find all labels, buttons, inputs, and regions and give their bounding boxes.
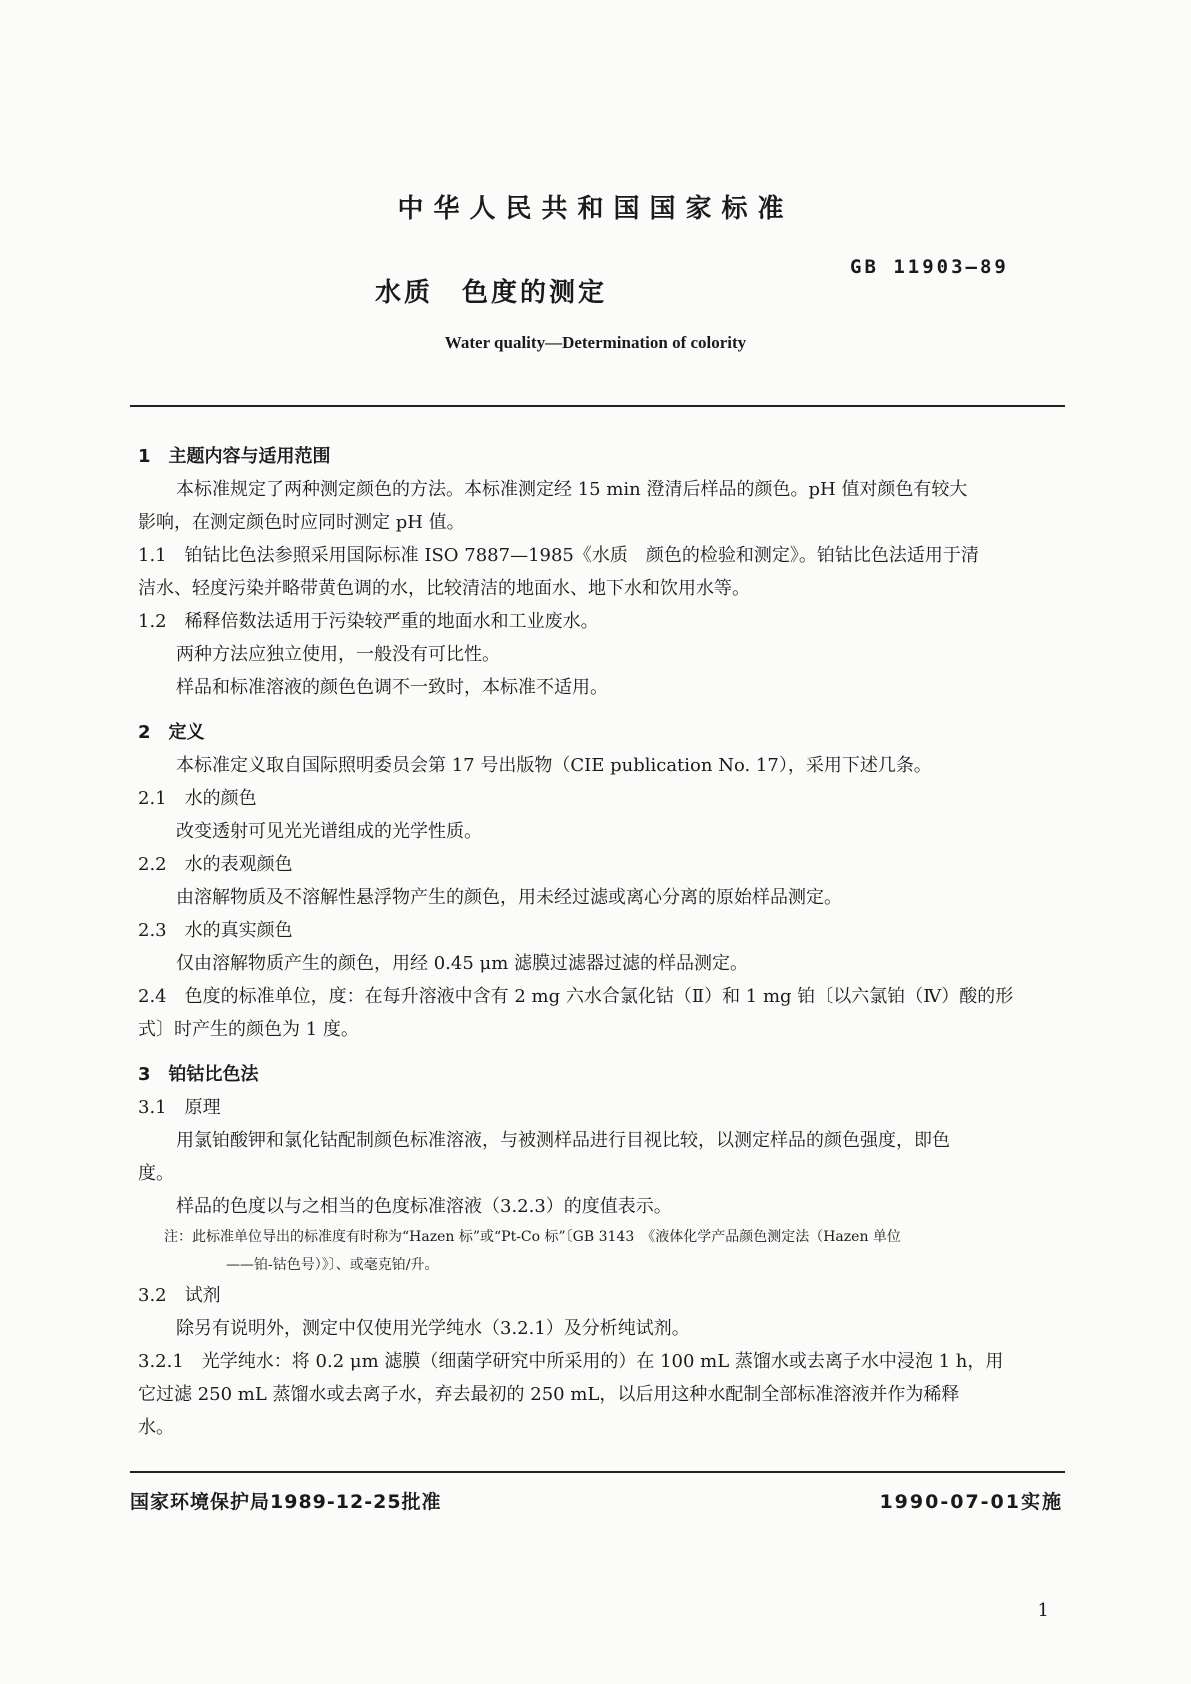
text-line: 1.1 铂钴比色法参照采用国际标准 ISO 7887—1985《水质 颜色的检验和测定》。铂钴比色法适用于清 [138, 545, 979, 566]
document-title: 水质 色度的测定 [375, 278, 608, 308]
text-line: 改变透射可见光光谱组成的光学性质。 [176, 821, 482, 842]
text-line: 3.1 原理 [138, 1097, 221, 1118]
document-title-english: Water quality—Determination of colority [444, 333, 747, 352]
header-divider [130, 405, 1065, 407]
national-standard-heading: 中华人民共和国国家标准 [397, 194, 794, 224]
text-line: 两种方法应独立使用，一般没有可比性。 [176, 644, 500, 665]
section-heading: 1 主题内容与适用范围 [138, 446, 331, 467]
text-line: 2.2 水的表观颜色 [138, 854, 293, 875]
text-line: 洁水、轻度污染并略带黄色调的水，比较清洁的地面水、地下水和饮用水等。 [138, 578, 750, 599]
standard-code: GB 11903—89 [850, 256, 1009, 278]
text-line: 本标准定义取自国际照明委员会第 17 号出版物（CIE publication No. 17），采用下述几条。 [176, 755, 932, 776]
text-line: 1.2 稀释倍数法适用于污染较严重的地面水和工业废水。 [138, 611, 599, 632]
text-line: 影响，在测定颜色时应同时测定 pH 值。 [138, 512, 465, 533]
page-number: 1 [1037, 1600, 1049, 1621]
approval-date: 国家环境保护局1989-12-25批准 [130, 1491, 442, 1513]
text-line: 水。 [138, 1417, 174, 1438]
text-line: 仅由溶解物质产生的颜色，用经 0.45 μm 滤膜过滤器过滤的样品测定。 [176, 953, 749, 974]
text-line: 度。 [138, 1163, 174, 1184]
text-line: 它过滤 250 mL 蒸馏水或去离子水，弃去最初的 250 mL，以后用这种水配制全部标准溶液并作为稀释 [138, 1384, 960, 1405]
text-line: 式〕时产生的颜色为 1 度。 [138, 1019, 359, 1040]
text-line: 用氯铂酸钾和氯化钴配制颜色标准溶液，与被测样品进行目视比较，以测定样品的颜色强度，即色 [176, 1130, 950, 1151]
section-heading: 3 铂钴比色法 [138, 1064, 259, 1085]
document-body [138, 440, 1068, 1444]
note-line: 注：此标准单位导出的标准度有时称为“Hazen 标”或“Pt-Co 标”〔GB 3143 《液体化学产品颜色测定法（Hazen 单位 [164, 1229, 901, 1245]
text-line: 本标准规定了两种测定颜色的方法。本标准测定经 15 min 澄清后样品的颜色。pH 值对颜色有较大 [176, 479, 968, 500]
text-line: 样品的色度以与之相当的色度标准溶液（3.2.3）的度值表示。 [176, 1196, 672, 1217]
text-line: 3.2 试剂 [138, 1285, 221, 1306]
text-line: 由溶解物质及不溶解性悬浮物产生的颜色，用未经过滤或离心分离的原始样品测定。 [176, 887, 842, 908]
text-line: 除另有说明外，测定中仅使用光学纯水（3.2.1）及分析纯试剂。 [176, 1318, 690, 1339]
text-line: 2.3 水的真实颜色 [138, 920, 293, 941]
text-line: 3.2.1 光学纯水：将 0.2 μm 滤膜（细菌学研究中所采用的）在 100 mL 蒸馏水或去离子水中浸泡 1 h，用 [138, 1351, 1004, 1372]
section-heading: 2 定义 [138, 722, 205, 743]
text-line: 样品和标准溶液的颜色色调不一致时，本标准不适用。 [176, 677, 608, 698]
text-line: 2.1 水的颜色 [138, 788, 257, 809]
footer-divider [130, 1471, 1065, 1473]
effective-date: 1990-07-01实施 [879, 1491, 1063, 1513]
text-line: 2.4 色度的标准单位，度：在每升溶液中含有 2 mg 六水合氯化钴（Ⅱ）和 1 mg 铂〔以六氯铂（Ⅳ）酸的形 [138, 986, 1014, 1007]
note-line: ——铂-钴色号）》〕、或毫克铂/升。 [226, 1257, 439, 1273]
